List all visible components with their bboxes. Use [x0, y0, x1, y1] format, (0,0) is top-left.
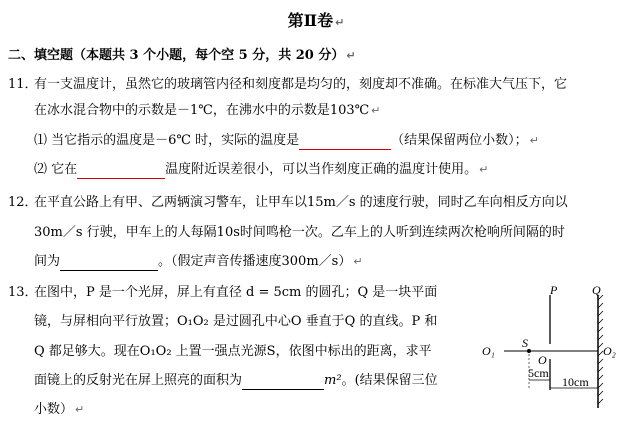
q13-line4-text: 面镜上的反射光在屏上照亮的面积为: [34, 373, 243, 388]
paragraph-mark-icon: ↵: [75, 403, 85, 416]
paragraph-mark-icon: ↵: [371, 104, 381, 117]
q13-line2: 镜，与屏相向平行放置；O₁O₂ 是过圆孔中心O 垂直于Q 的直线。P 和: [34, 314, 438, 329]
label-s: S: [522, 336, 528, 350]
q13-line5: [34, 402, 84, 418]
q11-sub1-note: （结果保留两位小数）；: [391, 133, 528, 148]
q13-line4-note: 。(结果保留三位: [341, 373, 438, 388]
q13-line5-text: 小数）: [34, 402, 74, 417]
label-5cm: 5cm: [528, 366, 549, 380]
q11-line2-text: 在冰水混合物中的示数是－1℃，在沸水中的示数是103℃: [34, 103, 370, 118]
label-o: O: [538, 353, 547, 367]
paragraph-mark-icon: ↵: [335, 16, 345, 29]
q11-sub1: [34, 133, 539, 150]
q11-line2: [34, 103, 380, 119]
paragraph-mark-icon: ↵: [529, 134, 539, 147]
question-number: 11．: [8, 77, 38, 92]
paragraph-mark-icon: ↵: [479, 163, 489, 176]
q11-sub2-tail: 温度附近误差很小，可以当作刻度正确的温度计使用。: [165, 162, 478, 177]
q12-line3-text: 间为: [34, 254, 61, 269]
q12-line1: 在平直公路上有甲、乙两辆演习警车，让甲车以15m／s 的速度行驶，同时乙车向相反方向以: [34, 195, 568, 210]
answer-blank-12[interactable]: [60, 254, 158, 271]
answer-blank-11-1[interactable]: [299, 133, 391, 150]
q13-line1: 在图中，P 是一个光屏，屏上有直径 d = 5cm 的圆孔；Q 是一块平面: [34, 285, 438, 300]
optics-diagram: [472, 280, 632, 420]
label-q: Q: [592, 283, 601, 297]
question-number: 13．: [8, 285, 38, 300]
title-text: 第Ⅱ卷: [287, 11, 334, 30]
area-unit: m²: [324, 373, 342, 388]
answer-blank-11-2[interactable]: [77, 162, 165, 179]
section-heading: [8, 44, 356, 63]
section-heading-text: 二、填空题（本题共 3 个小题，每个空 5 分，共 20 分）: [8, 48, 345, 63]
q11-sub1-text: ⑴ 当它指示的温度是－6℃ 时，实际的温度是: [34, 133, 300, 148]
answer-blank-13[interactable]: [242, 373, 324, 390]
label-o2: O₂: [603, 344, 616, 358]
q12-line3: [34, 254, 363, 271]
q13-line3: Q 都足够大。现在O₁O₂ 上置一强点光源S，依图中标出的距离，求平: [34, 344, 432, 359]
paragraph-mark-icon: ↵: [346, 49, 356, 62]
q11-line1: 有一支温度计，虽然它的玻璃管内径和刻度都是均匀的，刻度却不准确。在标准大气压下，它: [34, 77, 568, 92]
exam-part-title: [0, 8, 632, 31]
paragraph-mark-icon: ↵: [353, 255, 363, 268]
label-10cm: 10cm: [562, 375, 589, 389]
q11-sub2: [34, 162, 488, 179]
q11-sub2-text: ⑵ 它在: [34, 162, 78, 177]
label-p: P: [550, 283, 558, 297]
q13-line4: [34, 373, 438, 390]
label-o1: O₁: [482, 344, 495, 358]
question-number: 12．: [8, 195, 38, 210]
q12-line2: 30m／s 行驶，甲车上的人每隔10s时间鸣枪一次。乙车上的人听到连续两次枪响所间隔的时: [34, 225, 565, 240]
q12-line3-note: 。（假定声音传播速度300m／s）: [158, 254, 352, 269]
